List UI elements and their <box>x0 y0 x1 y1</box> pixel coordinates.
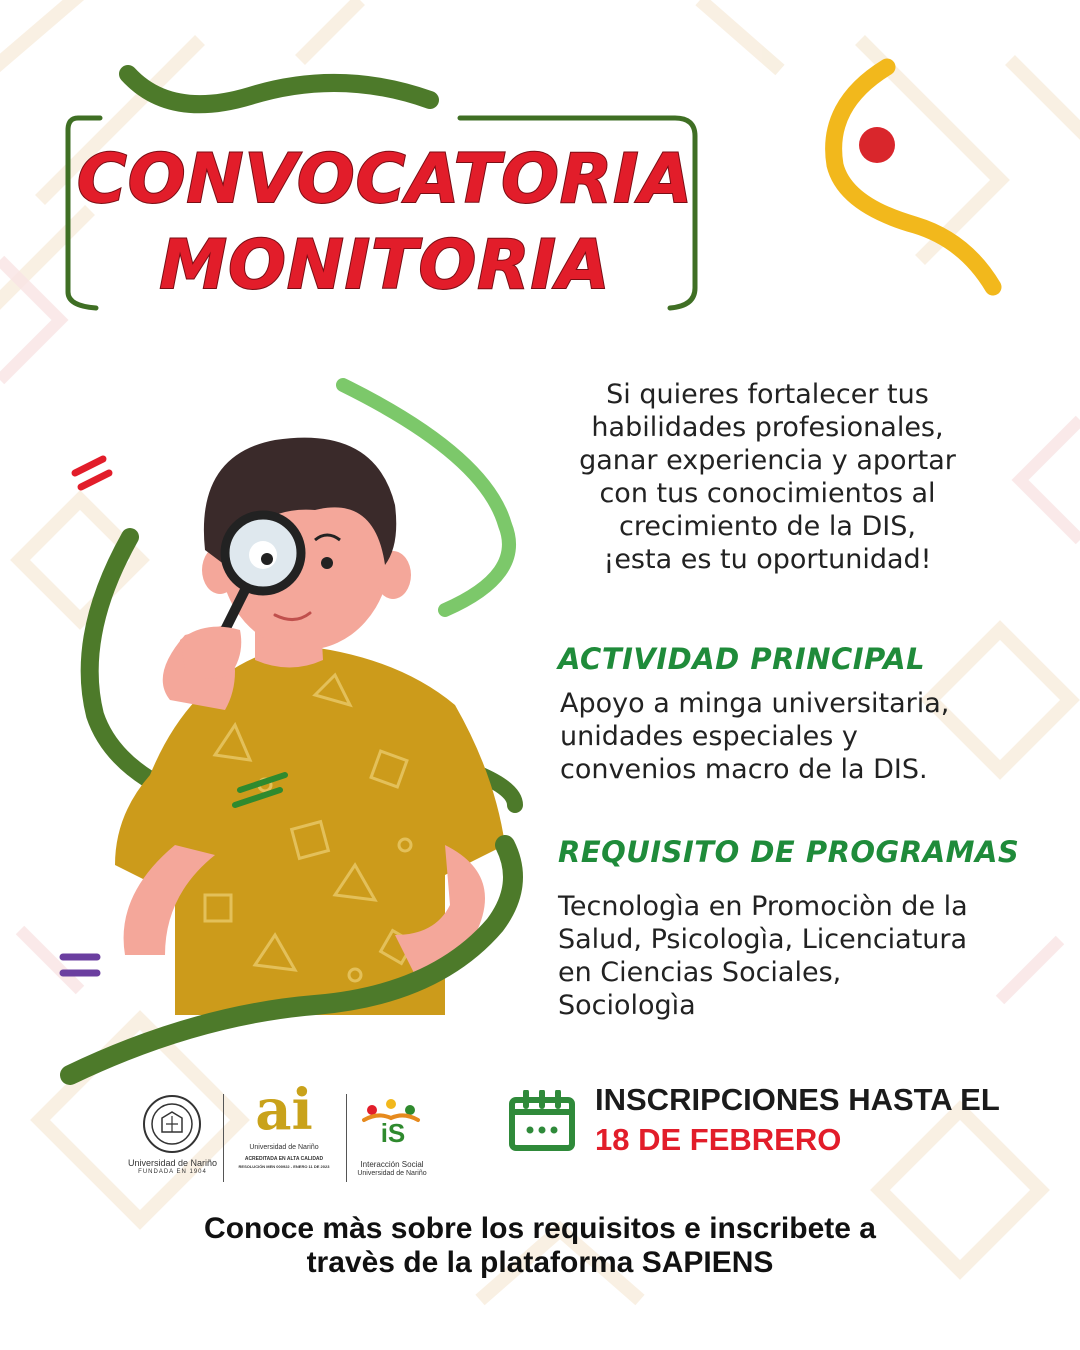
actividad-line-1: Apoyo a minga universitaria, <box>560 688 950 719</box>
requisito-heading: REQUISITO DE PROGRAMAS <box>558 835 1020 869</box>
intro-line-4: con tus conocimientos al <box>599 478 936 509</box>
actividad-heading: ACTIVIDAD PRINCIPAL <box>558 642 926 676</box>
actividad-text <box>560 687 949 786</box>
logo-divider-2 <box>346 1094 347 1182</box>
intro-line-6: ¡esta es tu oportunidad! <box>603 544 932 575</box>
footer-line-2: travès de la plataforma SAPIENS <box>306 1246 774 1279</box>
interaccion-social-university: Universidad de Nariño <box>357 1170 427 1177</box>
udenar-name: Universidad de Nariño <box>127 1158 218 1168</box>
ai-logo-name: Universidad de Nariño <box>249 1144 319 1151</box>
requisito-text <box>558 890 968 1022</box>
title-line-2: MONITORIA <box>159 226 611 305</box>
footer-line-1: Conoce màs sobre los requisitos e inscribete a <box>204 1212 876 1245</box>
footer-text <box>120 1212 960 1280</box>
inscripciones-date: 18 DE FEBRERO <box>595 1122 842 1157</box>
interaccion-social-mark: iS <box>380 1118 406 1148</box>
ai-logo-mark: ai <box>255 1077 313 1143</box>
intro-line-5: crecimiento de la DIS, <box>619 511 916 542</box>
actividad-line-2: unidades especiales y <box>560 721 858 752</box>
requisito-line-4: Sociologìa <box>558 990 696 1021</box>
ai-logo-sub1: ACREDITADA EN ALTA CALIDAD <box>244 1156 324 1162</box>
ai-logo-sub2: RESOLUCIÓN MEN 000922 - ENERO 11 DE 2023 <box>238 1164 330 1169</box>
calendar-icon <box>508 1090 576 1152</box>
udenar-sub: FUNDADA EN 1904 <box>138 1169 207 1175</box>
requisito-line-1: Tecnologìa en Promociòn de la <box>558 891 968 922</box>
intro-line-1: Si quieres fortalecer tus <box>606 379 929 410</box>
actividad-line-3: convenios macro de la DIS. <box>560 754 928 785</box>
requisito-line-2: Salud, Psicologìa, Licenciatura <box>558 924 968 955</box>
logos-strip <box>120 1077 440 1187</box>
intro-text <box>545 378 990 576</box>
yellow-swoosh-decoration <box>815 55 1015 305</box>
udenar-seal-icon <box>142 1094 202 1154</box>
interaccion-social-name: Interacción Social <box>360 1160 424 1169</box>
requisito-line-3: en Ciencias Sociales, <box>558 957 842 988</box>
intro-line-2: habilidades profesionales, <box>591 412 944 443</box>
inscripciones-label: INSCRIPCIONES HASTA EL <box>595 1082 1000 1117</box>
intro-line-3: ganar experiencia y aportar <box>579 445 956 476</box>
title-line-1: CONVOCATORIA <box>76 140 694 219</box>
character-illustration <box>55 375 535 1095</box>
